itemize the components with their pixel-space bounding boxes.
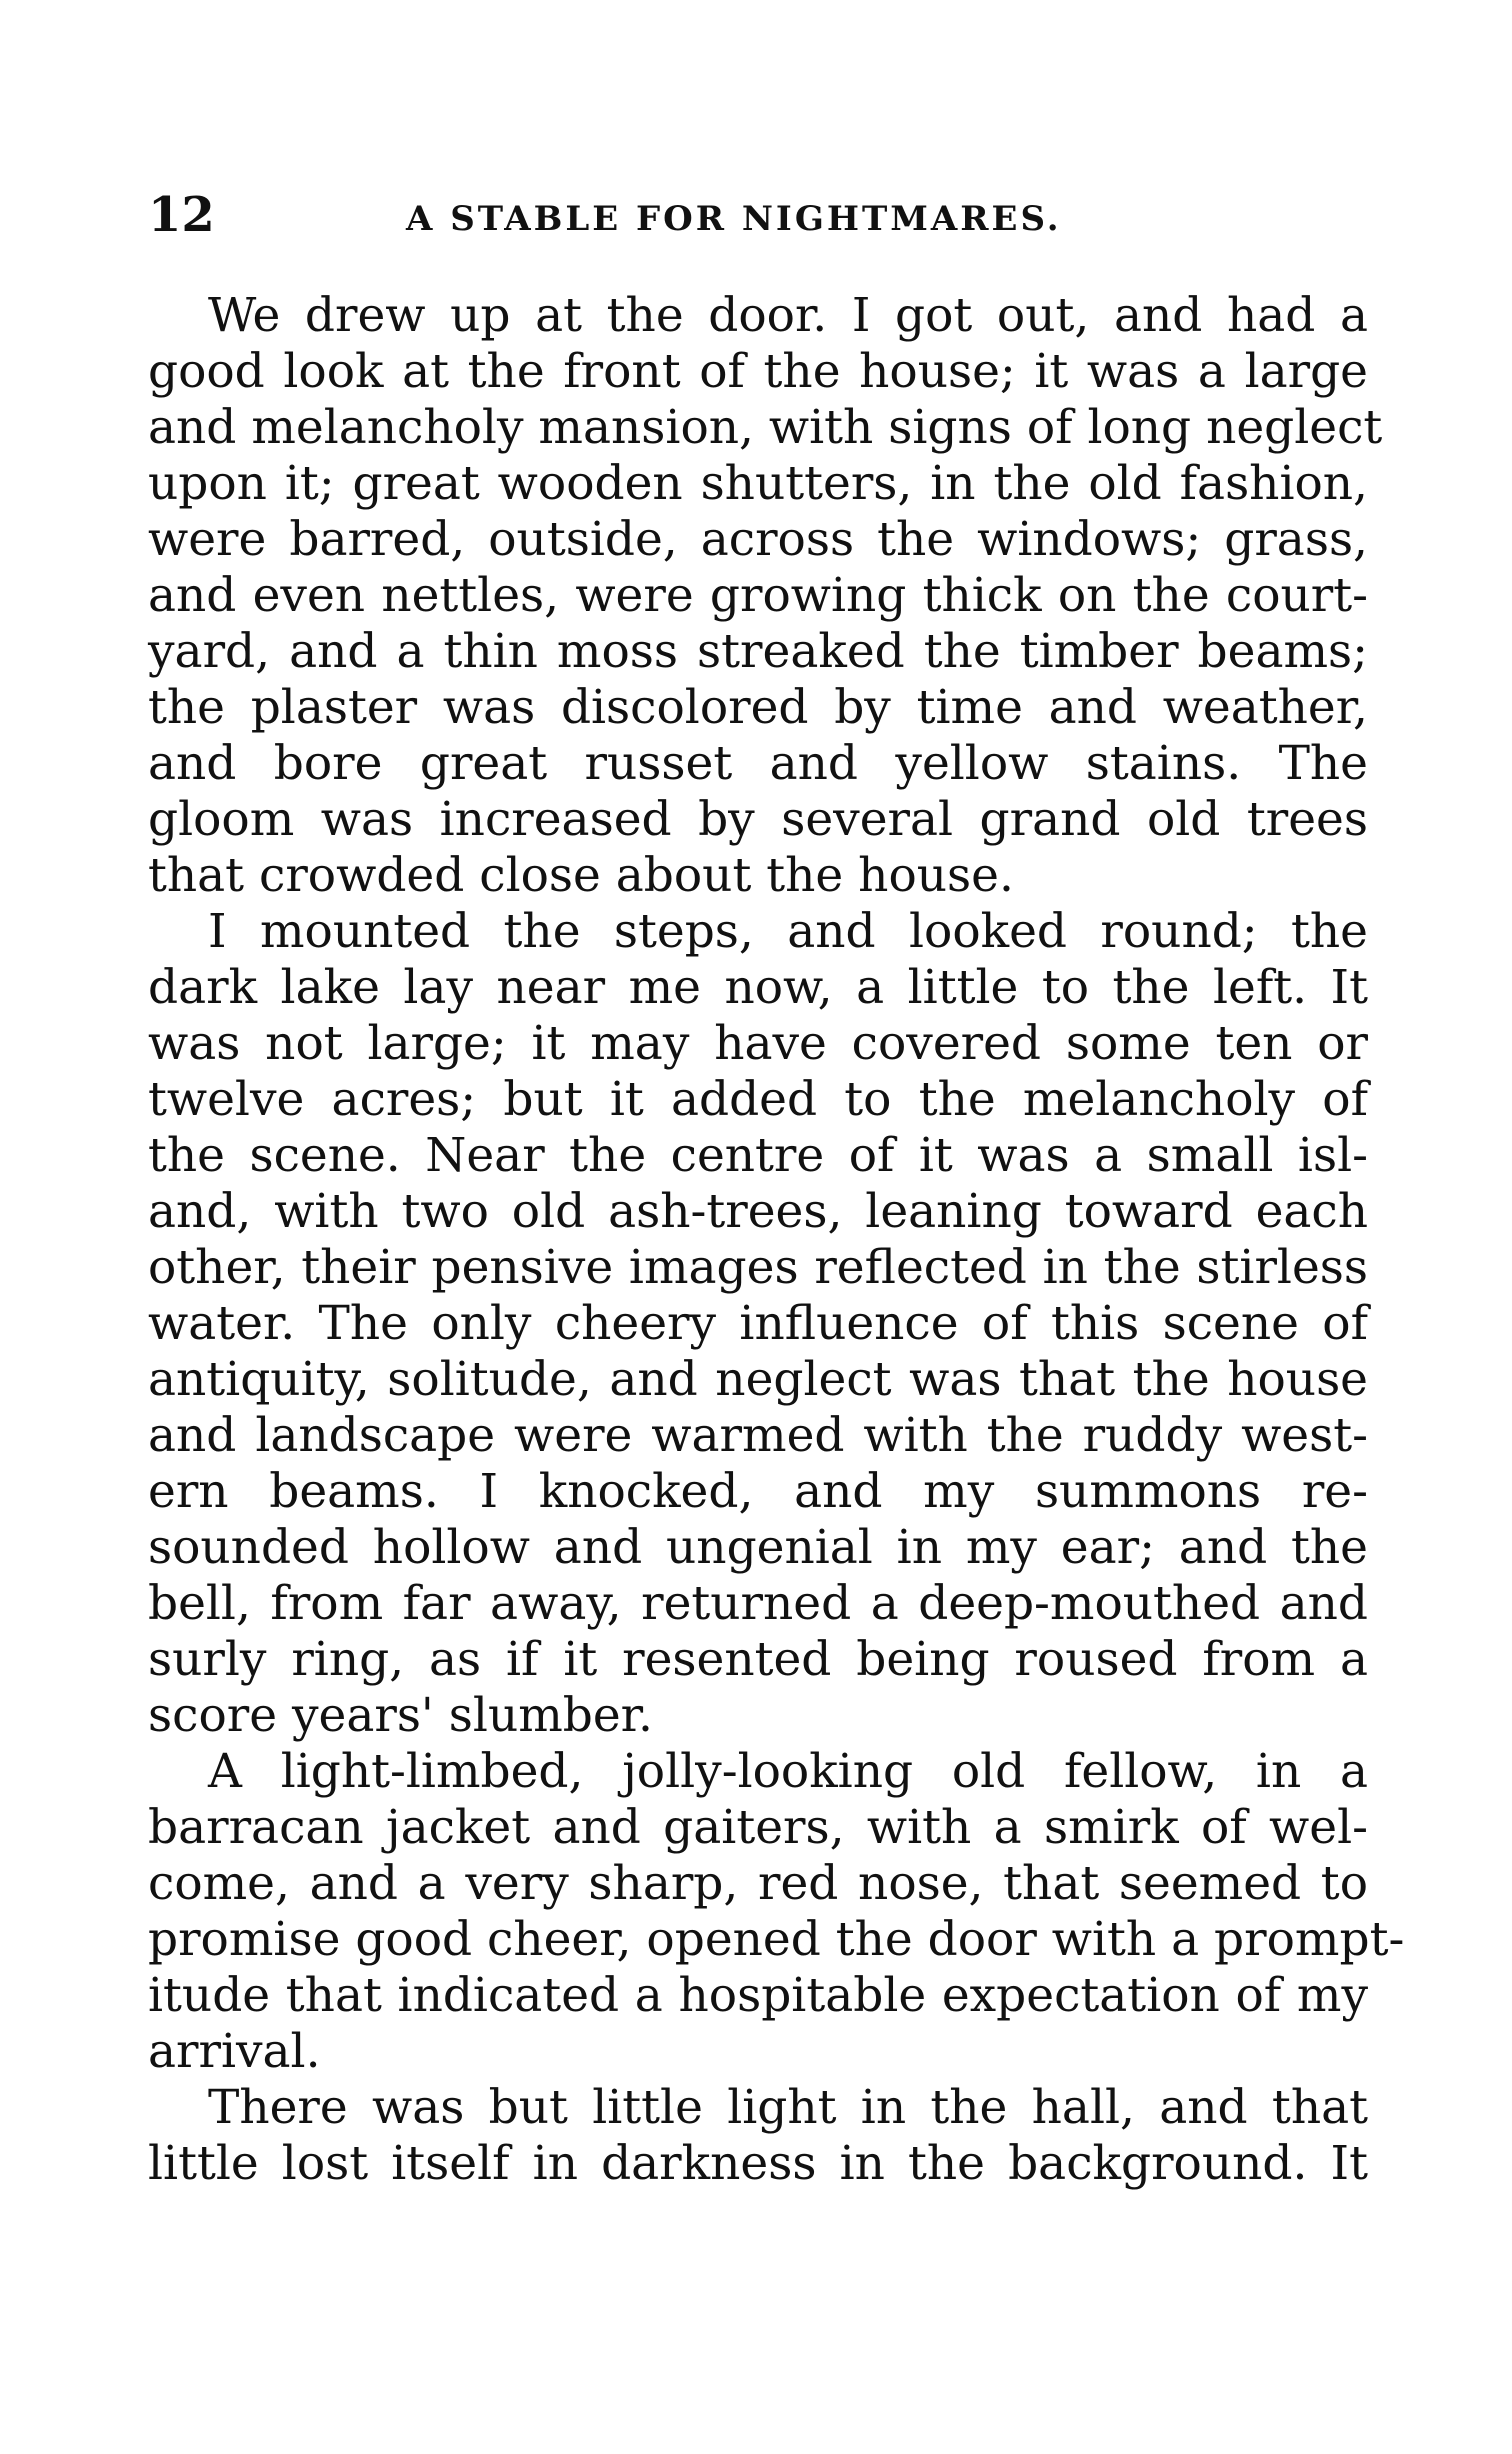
text-line: the plaster was discolored by time and weather, (148, 680, 1368, 735)
text-line: the scene. Near the centre of it was a small isl- (148, 1128, 1368, 1183)
text-line: barracan jacket and gaiters, with a smirk of wel- (148, 1800, 1368, 1855)
text-line: come, and a very sharp, red nose, that seemed to (148, 1856, 1368, 1911)
text-line: I mounted the steps, and looked round; the (208, 904, 1368, 959)
paragraph-2 (148, 904, 1368, 1744)
text-line: and melancholy mansion, with signs of long neglect (148, 400, 1383, 455)
text-line: score years' slumber. (148, 1688, 653, 1743)
paragraph-3 (148, 1744, 1405, 2080)
text-line: ern beams. I knocked, and my summons re- (148, 1464, 1368, 1519)
text-line: and bore great russet and yellow stains. The (148, 736, 1368, 791)
text-line: little lost itself in darkness in the background. It (148, 2136, 1368, 2191)
text-line: itude that indicated a hospitable expectation of my (148, 1968, 1368, 2023)
text-line: surly ring, as if it resented being roused from a (148, 1632, 1368, 1687)
text-line: arrival. (148, 2024, 321, 2079)
text-line: were barred, outside, across the windows; grass, (148, 512, 1368, 567)
text-line: promise good cheer, opened the door with a prompt- (148, 1912, 1405, 1967)
paragraph-4 (148, 2080, 1368, 2192)
text-line: twelve acres; but it added to the melancholy of (148, 1072, 1368, 1127)
paragraph-1 (148, 288, 1383, 904)
page-number: 12 (148, 187, 215, 243)
text-line: and landscape were warmed with the ruddy west- (148, 1408, 1368, 1463)
text-line: and, with two old ash-trees, leaning toward each (148, 1184, 1368, 1239)
body-text (148, 288, 1405, 2192)
text-line: There was but little light in the hall, and that (208, 2080, 1368, 2135)
running-head (148, 180, 1368, 250)
text-line: dark lake lay near me now, a little to the left. It (148, 960, 1368, 1015)
text-line: and even nettles, were growing thick on the court- (148, 568, 1368, 623)
text-line: sounded hollow and ungenial in my ear; and the (148, 1520, 1368, 1575)
text-line: bell, from far away, returned a deep-mouthed and (148, 1576, 1368, 1631)
text-line: gloom was increased by several grand old trees (148, 792, 1368, 847)
text-line: yard, and a thin moss streaked the timber beams; (148, 624, 1368, 679)
text-line: that crowded close about the house. (148, 848, 1014, 903)
text-line: antiquity, solitude, and neglect was that the house (148, 1352, 1368, 1407)
text-line: upon it; great wooden shutters, in the old fashion, (148, 456, 1368, 511)
text-line: A light-limbed, jolly-looking old fellow, in a (208, 1744, 1368, 1799)
text-line: other, their pensive images reflected in the stirless (148, 1240, 1368, 1295)
text-line: good look at the front of the house; it was a large (148, 344, 1368, 399)
text-line: We drew up at the door. I got out, and had a (208, 288, 1368, 343)
text-line: was not large; it may have covered some ten or (148, 1016, 1368, 1071)
text-line: water. The only cheery influence of this scene of (148, 1296, 1368, 1351)
running-title: A STABLE FOR NIGHTMARES. (406, 199, 1062, 239)
